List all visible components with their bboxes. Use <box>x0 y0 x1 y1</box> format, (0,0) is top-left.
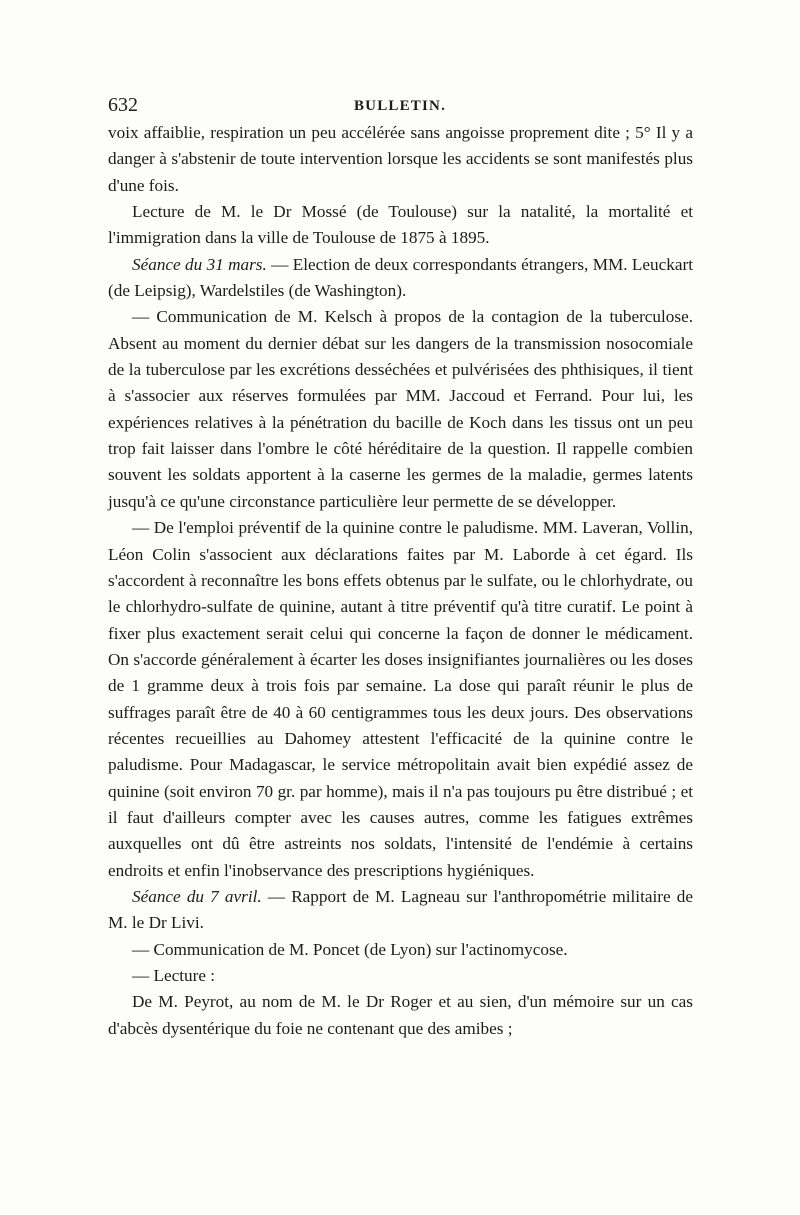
paragraph-continuation <box>108 120 693 199</box>
paragraph-text: voix affaiblie, respiration un peu accélérée sans angoisse proprement dite ; 5° Il y a danger à s'abstenir de toute intervention lorsque les accidents se sont manifestés plus d'une fois. <box>108 123 693 195</box>
paragraph-seance-31-mars <box>108 252 693 305</box>
paragraph-text: — Lecture : <box>132 966 216 985</box>
paragraph-kelsch-tuberculose <box>108 304 693 515</box>
paragraph-mosse-lecture <box>108 199 693 252</box>
paragraph-lecture <box>108 963 693 989</box>
paragraph-text: De M. Peyrot, au nom de M. le Dr Roger et au sien, d'un mémoire sur un cas d'abcès dysentérique du foie ne contenant que des amibes ; <box>108 992 693 1038</box>
paragraph-seance-7-avril <box>108 884 693 937</box>
session-date: Séance du 31 mars. <box>132 254 267 274</box>
paragraph-text: — Rapport de M. Lagneau sur l'anthropométrie militaire de M. le Dr Livi. <box>108 886 693 933</box>
page-number: 632 <box>108 94 138 116</box>
paragraph-peyrot-memoire <box>108 989 693 1042</box>
running-title: BULLETIN. <box>353 98 447 114</box>
paragraph-poncet-actinomycose <box>108 937 693 963</box>
paragraph-text: — De l'emploi préventif de la quinine contre le paludisme. MM. Laveran, Vollin, Léon Colin s'associent aux déclarations faites par M. Laborde à cet égard. Ils s'accordent à reconnaître les bons effets obtenus par le sulfate, ou le chlorhydrate, ou le chlorhydro-sulfate de quinine, autant à titre préventif qu'à titre curatif. Le point à fixer plus exactement serait celui qui concerne la façon de donner le médicament. On s'accorde généralement à écarter les doses insignifiantes journalières ou les doses de 1 gramme deux à trois fois par semaine. La dose qui paraît réunir le plus de suffrages paraît être de 40 à 60 centigrammes tous les deux jours. Des observations récentes recueillies au Dahomey attestent l'efficacité de la quinine contre le paludisme. Pour Madagascar, le service métropolitain avait bien expédié assez de quinine (soit environ 70 gr. par homme), mais il n'a pas toujours pu être distribué ; et il faut d'ailleurs compter avec les causes autres, comme les fatigues extrêmes auxquelles ont dû être astreints nos soldats, l'intensité de l'endémie à certains endroits et enfin l'inobservance des prescriptions hygiéniques. <box>108 518 693 880</box>
session-date: Séance du 7 avril. <box>132 886 262 906</box>
paragraph-text: — Communication de M. Poncet (de Lyon) sur l'actinomycose. <box>132 939 568 959</box>
paragraph-text: Lecture de M. le Dr Mossé (de Toulouse) sur la natalité, la mortalité et l'immigration dans la ville de Toulouse de 1875 à 1895. <box>108 202 693 248</box>
page-header <box>108 92 692 118</box>
paragraph-text: — Election de deux correspondants étrangers, MM. Leuckart (de Leipsig), Wardelstiles (de Washington). <box>108 254 693 301</box>
body-text <box>108 120 693 1042</box>
paragraph-quinine-paludisme <box>108 515 693 884</box>
paragraph-text: — Communication de M. Kelsch à propos de la contagion de la tuberculose. Absent au moment du dernier débat sur les dangers de la transmission nosocomiale de la tuberculose par les excrétions desséchées et pulvérisées des phthisiques, il tient à s'associer aux réserves formulées par MM. Jaccoud et Ferrand. Pour lui, les expériences relatives à la pénétration du bacille de Koch dans les tissus ont un peu trop fait laisser dans l'ombre le côté héréditaire de la question. Il rappelle combien souvent les soldats apportent à la caserne les germes de la maladie, germes latents jusqu'à ce qu'une circonstance particulière leur permette de se développer. <box>108 307 693 511</box>
